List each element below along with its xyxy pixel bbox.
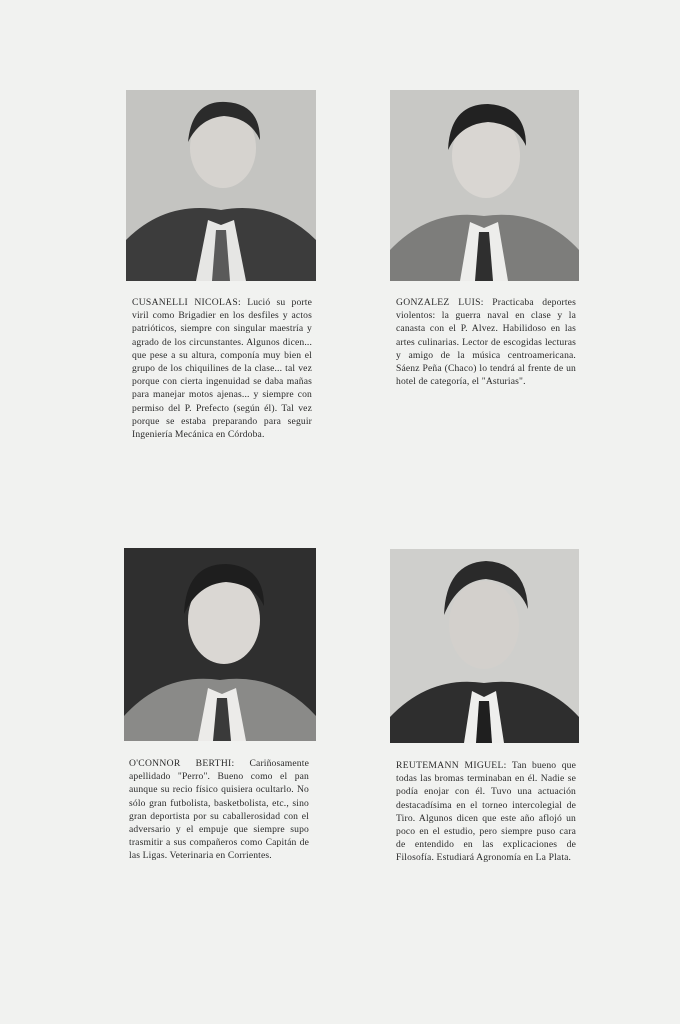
bio-reutemann xyxy=(396,759,576,865)
student-name: O'CONNOR BERTHI: xyxy=(129,758,235,769)
student-name: CUSANELLI NICOLAS: xyxy=(132,297,241,308)
bio-cusanelli xyxy=(132,296,312,441)
student-bio: Practicaba deportes violentos: la guerra naval en clase y la canasta con el P. Alvez. Habilidoso en las artes culinarias. Lector de escogidas lecturas y amigo de la música centroamericana. Sáenz Peña (Chaco) lo tendrá al frente de un hotel de categoría, el "Asturias". xyxy=(396,297,576,388)
student-name: REUTEMANN MIGUEL: xyxy=(396,760,507,771)
student-bio: Lució su porte viril como Brigadier en los desfiles y actos patrióticos, siempre con singular maestría y agrado de los circunstantes. Algunos dicen... que pese a su altura, componía muy bien el grupo de los chiquilines de la clase... tal vez porque con cierta ingenuidad se daba mañas para manejar motos ajenas... y siempre con permiso del P. Prefecto (según él). Tal vez porque se estaba preparando para seguir Ingeniería Mecánica en Córdoba. xyxy=(132,297,312,441)
student-bio: Tan bueno que todas las bromas terminaban en él. Nadie se podía enojar con él. Tuvo una actuación destacadísima en el torneo intercolegial de Tiro. Algunos dicen que este año aflojó un poco en el estudio, pero siempre puso cara de entendido en las explicaciones de Filosofía. Estudiará Agronomía en La Plata. xyxy=(396,760,576,864)
bio-oconnor xyxy=(129,757,309,863)
student-bio: Cariñosamente apellidado "Perro". Bueno como el pan aunque su recio físico quisiera ocultarlo. No sólo gran futbolista, basketbolista, etc., sino gran deportista por su caballerosidad con el adversario y el empuje que siempre supo trasmitir a sus compañeros como Capitán de las Ligas. Veterinaria en Corrientes. xyxy=(129,758,309,862)
bio-gonzalez xyxy=(396,296,576,388)
portrait-reutemann xyxy=(390,549,579,743)
portrait-oconnor xyxy=(124,548,316,741)
student-name: GONZALEZ LUIS: xyxy=(396,297,484,308)
portrait-gonzalez xyxy=(390,90,579,281)
portrait-cusanelli xyxy=(126,90,316,281)
